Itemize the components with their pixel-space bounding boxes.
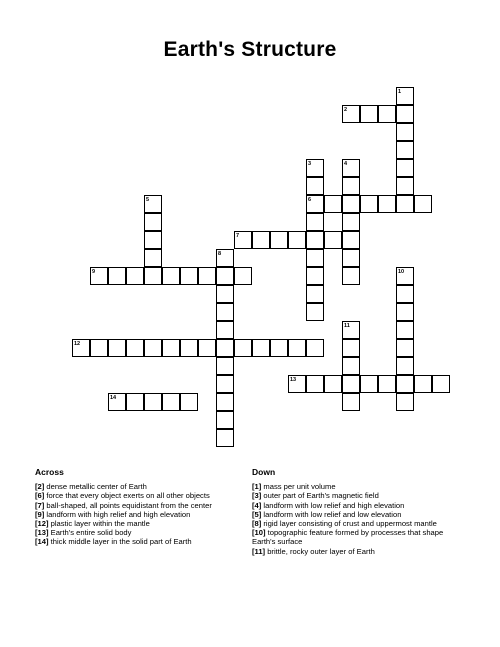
grid-cell[interactable] bbox=[396, 87, 414, 105]
grid-cell[interactable] bbox=[360, 195, 378, 213]
across-clue-text: Earth's entire solid body bbox=[48, 528, 132, 538]
grid-cell[interactable] bbox=[216, 285, 234, 303]
across-clue bbox=[35, 537, 245, 546]
grid-cell[interactable] bbox=[342, 105, 360, 123]
grid-cell[interactable] bbox=[396, 177, 414, 195]
grid-cell[interactable] bbox=[396, 159, 414, 177]
across-clue bbox=[35, 491, 245, 500]
down-clue bbox=[252, 482, 467, 491]
down-clues bbox=[252, 468, 467, 556]
cell-number: 11 bbox=[344, 323, 350, 329]
down-clue bbox=[252, 547, 467, 556]
cell-number: 4 bbox=[344, 161, 348, 167]
down-clue-number: [5] bbox=[252, 509, 262, 519]
grid-cell[interactable] bbox=[216, 303, 234, 321]
down-clue-text: topographic feature formed by processes that shape Earth's surface bbox=[252, 528, 444, 547]
grid-cell[interactable] bbox=[342, 375, 360, 393]
grid-cell[interactable] bbox=[216, 249, 234, 267]
grid-cell[interactable] bbox=[342, 393, 360, 411]
grid-cell[interactable] bbox=[396, 105, 414, 123]
across-clue-text: landform with high relief and high elevation bbox=[44, 509, 191, 519]
across-clue bbox=[35, 482, 245, 491]
down-clue-number: [1] bbox=[252, 482, 262, 492]
puzzle-title: Earth's Structure bbox=[163, 38, 337, 61]
cell-number: 3 bbox=[308, 161, 312, 167]
grid-cell[interactable] bbox=[378, 105, 396, 123]
grid-cell[interactable] bbox=[162, 393, 180, 411]
grid-cell[interactable] bbox=[162, 339, 180, 357]
grid-cell[interactable] bbox=[342, 357, 360, 375]
grid-cell[interactable] bbox=[342, 267, 360, 285]
across-clue-number: [12] bbox=[35, 519, 49, 529]
grid-cell[interactable] bbox=[342, 177, 360, 195]
grid-cell[interactable] bbox=[198, 267, 216, 285]
grid-cell[interactable] bbox=[126, 339, 144, 357]
down-clue-text: brittle, rocky outer layer of Earth bbox=[265, 546, 375, 556]
grid-cell[interactable] bbox=[126, 393, 144, 411]
grid-cell[interactable] bbox=[396, 321, 414, 339]
down-clue-number: [11] bbox=[252, 546, 266, 556]
grid-cell[interactable] bbox=[72, 339, 90, 357]
grid-cell[interactable] bbox=[342, 249, 360, 267]
grid-cell[interactable] bbox=[216, 339, 234, 357]
grid-cell[interactable] bbox=[216, 321, 234, 339]
grid-cell[interactable] bbox=[144, 267, 162, 285]
cell-number: 12 bbox=[74, 341, 81, 347]
across-clue-text: thick middle layer in the solid part of Earth bbox=[48, 537, 192, 547]
cell-number: 6 bbox=[308, 197, 312, 203]
grid-cell[interactable] bbox=[306, 285, 324, 303]
grid-cell[interactable] bbox=[144, 339, 162, 357]
grid-cell[interactable] bbox=[378, 375, 396, 393]
grid-cell[interactable] bbox=[216, 357, 234, 375]
across-clue-number: [13] bbox=[35, 528, 49, 538]
across-clue bbox=[35, 510, 245, 519]
grid-cell[interactable] bbox=[108, 393, 126, 411]
grid-cell[interactable] bbox=[144, 249, 162, 267]
grid-cell[interactable] bbox=[108, 267, 126, 285]
grid-cell[interactable] bbox=[396, 123, 414, 141]
grid-cell[interactable] bbox=[414, 195, 432, 213]
grid-cell[interactable] bbox=[144, 195, 162, 213]
grid-cell[interactable] bbox=[306, 339, 324, 357]
grid-cell[interactable] bbox=[396, 141, 414, 159]
grid-cell[interactable] bbox=[288, 339, 306, 357]
grid-cell[interactable] bbox=[234, 339, 252, 357]
grid-cell[interactable] bbox=[342, 159, 360, 177]
across-clue-number: [7] bbox=[35, 500, 45, 510]
cell-number: 8 bbox=[218, 251, 222, 257]
grid-cell[interactable] bbox=[252, 339, 270, 357]
cell-number: 13 bbox=[290, 377, 297, 383]
grid-cell[interactable] bbox=[108, 339, 126, 357]
down-clue-text: outer part of Earth's magnetic field bbox=[261, 491, 379, 501]
grid-cell[interactable] bbox=[234, 267, 252, 285]
grid-cell[interactable] bbox=[180, 393, 198, 411]
grid-cell[interactable] bbox=[90, 339, 108, 357]
down-clue-text: landform with low relief and high elevation bbox=[261, 500, 405, 510]
across-clue-list bbox=[35, 482, 245, 546]
grid-cell[interactable] bbox=[288, 375, 306, 393]
grid-cell[interactable] bbox=[126, 267, 144, 285]
grid-cell[interactable] bbox=[306, 195, 324, 213]
grid-cell[interactable] bbox=[360, 105, 378, 123]
grid-cell[interactable] bbox=[414, 375, 432, 393]
grid-cell[interactable] bbox=[378, 195, 396, 213]
cell-number: 7 bbox=[236, 233, 240, 239]
grid-cell[interactable] bbox=[216, 393, 234, 411]
grid-cell[interactable] bbox=[306, 249, 324, 267]
down-clue bbox=[252, 528, 467, 546]
across-clue-text: plastic layer within the mantle bbox=[48, 519, 150, 529]
grid-cell[interactable] bbox=[324, 375, 342, 393]
down-clue bbox=[252, 491, 467, 500]
grid-cell[interactable] bbox=[396, 357, 414, 375]
grid-cell[interactable] bbox=[396, 267, 414, 285]
grid-cell[interactable] bbox=[306, 303, 324, 321]
across-clue-number: [14] bbox=[35, 537, 49, 547]
grid-cell[interactable] bbox=[216, 429, 234, 447]
across-clue bbox=[35, 519, 245, 528]
grid-cell[interactable] bbox=[90, 267, 108, 285]
grid-cell[interactable] bbox=[324, 195, 342, 213]
grid-cell[interactable] bbox=[288, 231, 306, 249]
cell-number: 10 bbox=[398, 269, 405, 275]
grid-cell[interactable] bbox=[162, 267, 180, 285]
grid-cell[interactable] bbox=[396, 339, 414, 357]
grid-cell[interactable] bbox=[216, 375, 234, 393]
grid-cell[interactable] bbox=[306, 177, 324, 195]
grid-cell[interactable] bbox=[198, 339, 216, 357]
grid-cell[interactable] bbox=[234, 231, 252, 249]
across-heading: Across bbox=[35, 467, 64, 477]
grid-cell[interactable] bbox=[306, 267, 324, 285]
down-clue bbox=[252, 519, 467, 528]
grid-cell[interactable] bbox=[360, 375, 378, 393]
down-clue-list bbox=[252, 482, 467, 556]
grid-cell[interactable] bbox=[432, 375, 450, 393]
grid-cell[interactable] bbox=[306, 375, 324, 393]
down-clue bbox=[252, 510, 467, 519]
down-clue-text: landform with low relief and low elevation bbox=[261, 509, 402, 519]
cell-number: 2 bbox=[344, 107, 348, 113]
grid-cell[interactable] bbox=[306, 213, 324, 231]
grid-cell[interactable] bbox=[216, 411, 234, 429]
cell-number: 9 bbox=[92, 269, 96, 275]
down-clue-number: [4] bbox=[252, 500, 262, 510]
cell-number: 1 bbox=[398, 89, 402, 95]
grid-cell[interactable] bbox=[342, 339, 360, 357]
across-clue bbox=[35, 501, 245, 510]
grid-cell[interactable] bbox=[144, 213, 162, 231]
across-clue-text: dense metallic center of Earth bbox=[44, 482, 147, 492]
down-heading: Down bbox=[252, 467, 276, 477]
grid-cell[interactable] bbox=[396, 195, 414, 213]
across-clue bbox=[35, 528, 245, 537]
grid-cell[interactable] bbox=[396, 375, 414, 393]
down-clue-number: [3] bbox=[252, 491, 262, 501]
grid-cell[interactable] bbox=[144, 231, 162, 249]
grid-cell[interactable] bbox=[270, 339, 288, 357]
grid-cell[interactable] bbox=[144, 393, 162, 411]
grid-cell[interactable] bbox=[396, 285, 414, 303]
grid-cell[interactable] bbox=[396, 393, 414, 411]
down-clue-number: [10] bbox=[252, 528, 266, 538]
grid-cell[interactable] bbox=[342, 195, 360, 213]
across-clues bbox=[35, 468, 245, 547]
across-clue-number: [9] bbox=[35, 509, 45, 519]
across-clue-number: [2] bbox=[35, 482, 45, 492]
cell-number: 14 bbox=[110, 395, 117, 401]
across-clue-number: [6] bbox=[35, 491, 45, 501]
grid-cell[interactable] bbox=[180, 339, 198, 357]
grid-cell[interactable] bbox=[270, 231, 288, 249]
cell-number: 5 bbox=[146, 197, 150, 203]
grid-cell[interactable] bbox=[306, 231, 324, 249]
across-clue-text: force that every object exerts on all other objects bbox=[44, 491, 210, 501]
grid-cell[interactable] bbox=[324, 231, 342, 249]
down-clue-text: rigid layer consisting of crust and uppermost mantle bbox=[261, 519, 437, 529]
down-clue-number: [8] bbox=[252, 519, 262, 529]
grid-cell[interactable] bbox=[342, 213, 360, 231]
across-clue-text: ball-shaped, all points equidistant from the center bbox=[44, 500, 212, 510]
grid-cell[interactable] bbox=[180, 267, 198, 285]
grid-cell[interactable] bbox=[306, 159, 324, 177]
down-clue-text: mass per unit volume bbox=[261, 482, 336, 492]
grid-cell[interactable] bbox=[396, 303, 414, 321]
grid-cell[interactable] bbox=[342, 321, 360, 339]
down-clue bbox=[252, 501, 467, 510]
grid-cell[interactable] bbox=[252, 231, 270, 249]
grid-cell[interactable] bbox=[342, 231, 360, 249]
grid-cell[interactable] bbox=[216, 267, 234, 285]
